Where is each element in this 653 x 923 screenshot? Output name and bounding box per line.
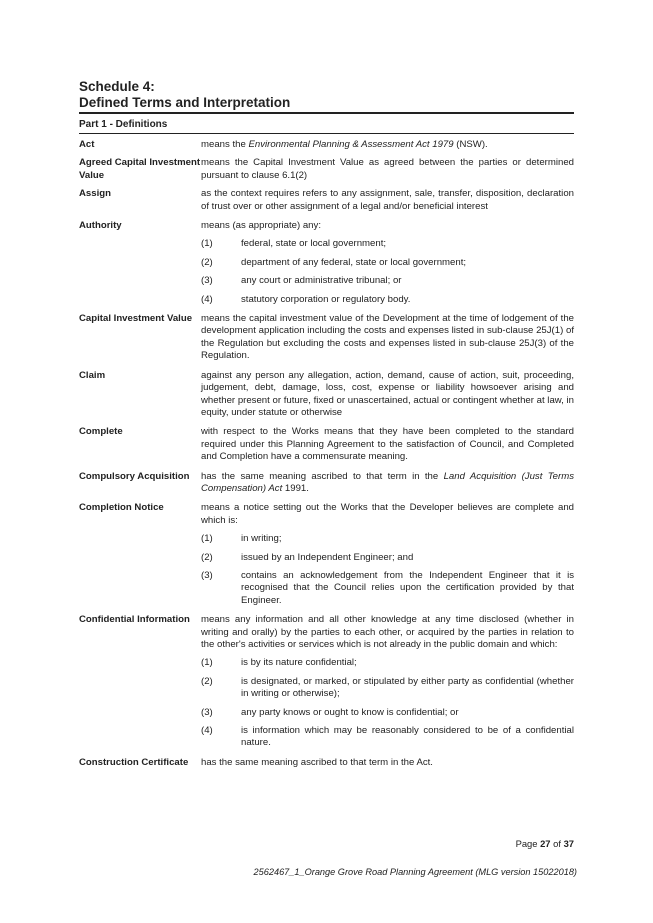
definition-text: 1991. [282,482,309,494]
definition-term: Capital Investment Value [79,313,193,325]
list-item [201,275,574,287]
list-item [201,725,574,750]
item-text: in writing; [241,533,282,545]
definitions-list [79,139,574,769]
definition-body [201,471,574,496]
definition-authority [79,220,574,306]
item-text: federal, state or local government; [241,238,387,250]
definition-body [201,370,574,420]
definition-term: Authority [79,220,122,232]
list-item [201,238,574,250]
page-word: Page [515,838,538,849]
definition-claim [79,370,574,420]
item-number: (3) [201,569,213,581]
definition-body [201,757,574,769]
definition-term: Assign [79,188,111,200]
item-number: (2) [201,256,213,268]
definition-body [201,313,574,363]
definition-text: against any person any allegation, action, demand, cause of action, suit, proceeding, judgement, debt, damage, loss, cost, expense or liability howsoever arising and whether present or future, fixed or unascertained, actual or contingent whether at law, in equity, under statute or otherwise [201,369,574,418]
item-text: contains an acknowledgement from the Independent Engineer that it is recognised that the Council relies upon the certification provided by that Engineer. [241,569,574,606]
item-text: is information which may be reasonably considered to be of a confidential nature. [241,725,574,749]
definition-text: has the same meaning ascribed to that term in the Act. [201,756,433,768]
item-number: (2) [201,551,213,563]
definition-text: means (as appropriate) any: [201,220,321,232]
list-item [201,570,574,607]
definition-term: Construction Certificate [79,756,189,768]
definition-term: Completion Notice [79,502,164,514]
definition-body [201,139,574,151]
definition-confidential-information [79,614,574,750]
act-title: Environmental Planning & Assessment Act 1979 [248,139,454,150]
definition-capital-investment-value [79,313,574,363]
current-page: 27 [540,838,551,849]
list-item [201,533,574,545]
page-number [516,838,574,849]
definition-body [201,502,574,607]
of-word: of [553,838,561,849]
item-text: department of any federal, state or local government; [241,256,467,268]
item-number: (3) [201,275,213,287]
item-text: statutory corporation or regulatory body. [241,293,411,305]
schedule-heading [79,79,574,111]
definition-text: means the [201,139,249,150]
list-item [201,676,574,701]
item-number: (4) [201,725,213,737]
definition-term: Claim [79,369,106,381]
item-number: (3) [201,706,213,718]
definition-term: Act [79,139,95,150]
item-number: (2) [201,675,213,687]
definition-act [79,139,574,151]
definition-text: means the capital investment value of the Development at the time of lodgement of the development application including the costs and expenses listed in sub-clause 25J(1) of the Regulation but excluding the costs and expenses listed in sub-clause 25J(3) of the Regulation. [201,313,574,362]
definition-completion-notice [79,502,574,607]
definition-text: with respect to the Works means that they have been completed to the standard required under this Planning Agreement to the satisfaction of Council, and Completed and Completion have a commensurate meaning. [201,426,574,463]
definition-complete [79,426,574,463]
definition-text: means any information and all other knowledge at any time disclosed (whether in writing and orally) by the parties to each other, or acquired by the parties in relation to the other's activities or services which is not already in the public domain and which: [201,614,574,650]
schedule-title: Schedule 4: [79,79,155,94]
item-text: any party knows or ought to know is confidential; or [241,706,459,718]
definition-term: Agreed Capital Investment Value [79,157,201,181]
definition-assign [79,188,574,213]
definition-construction-certificate [79,757,574,769]
item-number: (1) [201,533,213,545]
item-text: is designated, or marked, or stipulated by either party as confidential (whether in writing or otherwise); [241,675,574,700]
item-number: (1) [201,657,213,669]
item-text: issued by an Independent Engineer; and [241,551,414,563]
definition-term: Compulsory Acquisition [79,470,190,482]
heading-rule [79,112,574,114]
definition-compulsory-acquisition [79,471,574,496]
item-text: any court or administrative tribunal; or [241,275,402,287]
item-number: (1) [201,238,213,250]
definition-body [201,220,574,306]
definition-text: has the same meaning ascribed to that term in the [201,470,444,482]
list-item [201,552,574,564]
total-pages: 37 [563,838,574,849]
schedule-subtitle: Defined Terms and Interpretation [79,95,291,110]
part-label: Part 1 - Definitions [79,119,168,130]
definition-text: as the context requires refers to any assignment, sale, transfer, disposition, declaration of trust over or other assignment of a legal and/or beneficial interest [201,188,574,212]
definition-body [201,157,574,182]
definition-agreed-civ [79,157,574,182]
list-item [201,657,574,669]
item-text: is by its nature confidential; [241,657,357,669]
definition-body [201,426,574,463]
definition-text: means a notice setting out the Works that the Developer believes are complete and which is: [201,502,574,526]
definition-text: means the Capital Investment Value as agreed between the parties or determined pursuant to clause 6.1(2) [201,157,574,181]
part-rule [79,133,574,134]
act-title: Land Acquisition (Just Terms Compensation) Act [201,470,574,494]
list-item [201,707,574,719]
definition-text: (NSW). [453,139,488,150]
document-reference: 2562467_1_Orange Grove Road Planning Agreement (MLG version 15022018) [253,867,577,877]
list-item [201,294,574,306]
definition-term: Confidential Information [79,614,190,626]
definition-body [201,188,574,213]
definition-term: Complete [79,426,123,438]
item-number: (4) [201,293,213,305]
definition-body [201,614,574,750]
list-item [201,257,574,269]
